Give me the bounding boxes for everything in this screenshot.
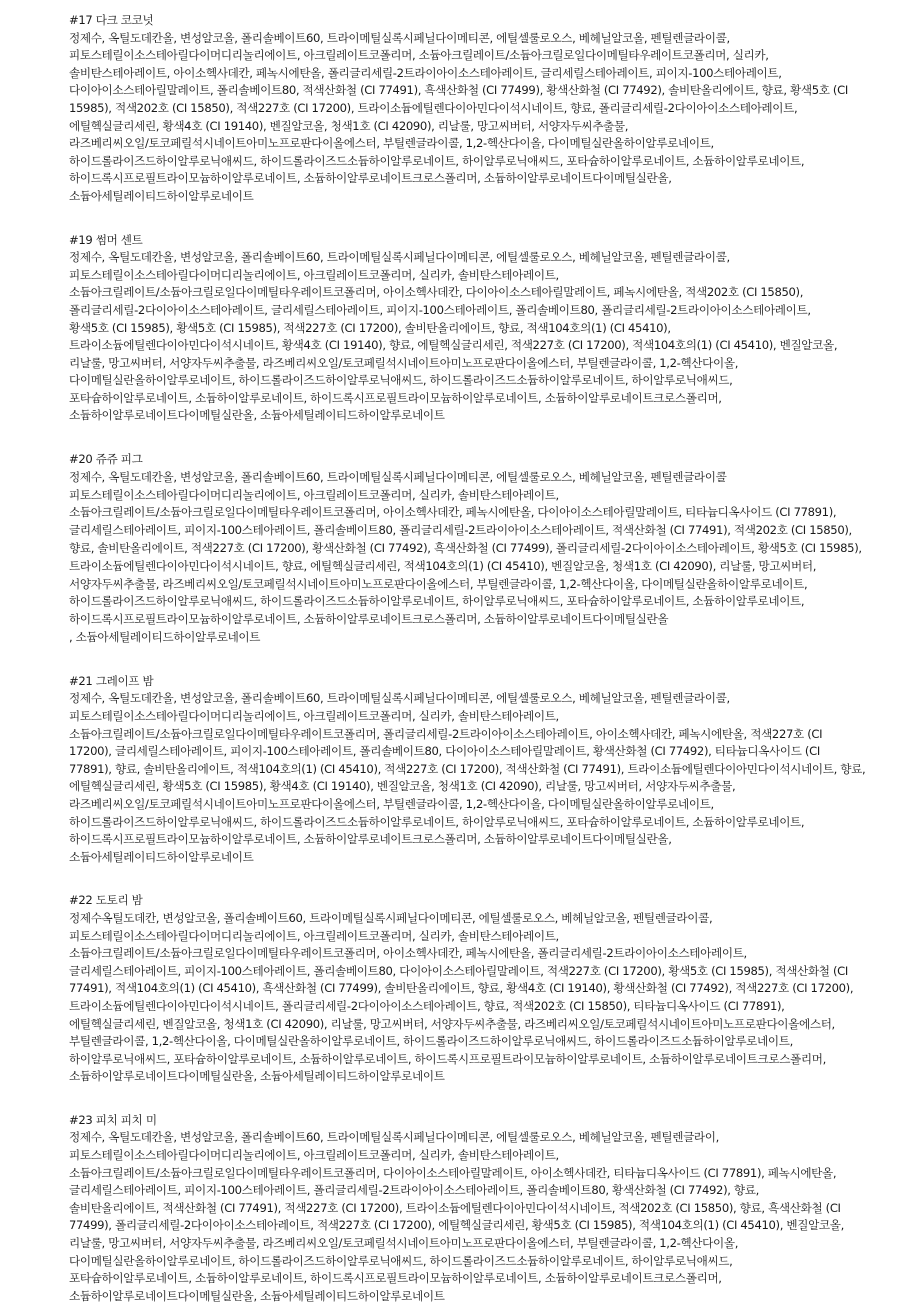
ingredient-line: 소듐아크릴레이트/소듐아크릴로일다이메틸타우레이트코폴리머, 아이소헥사데칸, 페녹시에탄올, 폴리글리세릴-2트라이아이소스테아레이트, bbox=[69, 946, 747, 961]
ingredient-line: 소듐하이알루로네이트다이메틸실란올, 소듐아세틸레이티드하이알루로네이트 bbox=[69, 1288, 445, 1303]
ingredient-line: 정제수옥틸도데칸, 변성알코올, 폴리솔베이트60, 트라이메틸실록시페닐다이메티콘, 에틸셀룰로오스, 베헤닐알코올, 펜틸렌글라이콜, bbox=[69, 910, 713, 925]
shade-title: #20 쥬쥬 피그 bbox=[69, 452, 143, 467]
shade-title: #21 그레이프 밤 bbox=[69, 673, 154, 688]
ingredient-line: 리날룰, 망고씨버터, 서양자두씨추출물, 라즈베리씨오일/토코페릴석시네이트아미노프로판다이올에스터, 부틸렌글라이콜, 1,2-헥산다이올, bbox=[69, 1236, 739, 1251]
ingredient-line: 정제수, 옥틸도데칸올, 변성알코올, 폴리솔베이트60, 트라이메틸실록시페닐다이메티콘, 에틸셀룰로오스, 베헤닐알코올, 펜틸렌글라이콜, bbox=[69, 250, 730, 265]
ingredient-line: 서양자두씨추출물, 라즈베리씨오일/토코페릴석시네이트아미노프로판다이올에스터, 부틸렌글라이콜, 1,2-헥산다이올, 다이메틸실란올하이알루로네이트, bbox=[69, 576, 808, 591]
ingredient-line: 황색5호 (CI 15985), 황색5호 (CI 15985), 적색227호 (CI 17200), 솔비탄올리에이트, 향료, 적색104호의(1) (CI 45410), bbox=[69, 320, 671, 335]
ingredient-line: 피토스테릴이소스테아릴다이머디리놀리에이트, 아크릴레이트코폴리머, 실리카, 솔비탄스테아레이트, bbox=[69, 487, 559, 502]
ingredient-line: 소듐아크릴레이트/소듐아크릴로일다이메틸타우레이트코폴리머, 다이아이소스테아릴말레이트, 아이소헥사데칸, 티타늄디옥사이드 (CI 77891), 페녹시에탄올, bbox=[69, 1165, 837, 1180]
ingredient-line: 솔비탄스테아레이트, 아이소헥사데칸, 페녹시에탄올, 폴리글리세릴-2트라이아이소스테아레이트, 글리세릴스테아레이트, 피이지-100스테아레이트, bbox=[69, 65, 782, 80]
ingredient-line: 하이알루로닉애씨드, 포타슘하이알루로네이트, 소듐하이알루로네이트, 하이드록시프로필트라이모늄하이알루로네이트, 소듐하이알루로네이트크로스폴리머, bbox=[69, 1051, 826, 1066]
shade-section-20 bbox=[69, 451, 895, 647]
shade-section-21 bbox=[69, 673, 895, 867]
ingredient-line: 하이드롤라이즈드하이알루로닉애씨드, 하이드롤라이즈드소듐하이알루로네이트, 하이알루로닉애씨드, 포타슘하이알루로네이트, 소듐하이알루로네이트, bbox=[69, 594, 805, 609]
ingredient-line: 포타슘하이알루로네이트, 소듐하이알루로네이트, 하이드록시프로필트라이모늄하이알루로네이트, 소듐하이알루로네이트크로스폴리머, bbox=[69, 1271, 722, 1286]
ingredient-line: 15985), 적색202호 (CI 15850), 적색227호 (CI 17200), 트라이소듐에틸렌다이아민다이석시네이트, 향료, 폴리글리세릴-2다이아이소스테아레이트, bbox=[69, 100, 798, 115]
ingredient-line: 향료, 솔비탄올리에이트, 적색227호 (CI 17200), 황색산화철 (CI 77492), 흑색산화철 (CI 77499), 폴리글리세릴-2다이아이소스테아레이트, 황색5호 (CI 15985), bbox=[69, 541, 862, 556]
ingredient-line: 에틸헥실글리세린, 황색5호 (CI 15985), 황색4호 (CI 19140), 벤질알코올, 청색1호 (CI 42090), 리날룰, 망고씨버터, 서양자두씨추출물, bbox=[69, 779, 736, 794]
shade-section-17 bbox=[69, 12, 895, 206]
ingredient-line: 17200), 글리세릴스테아레이트, 피이지-100스테아레이트, 폴리솔베이트80, 다이아이소스테아릴말레이트, 황색산화철 (CI 77492), 티타늄디옥사이드 (CI bbox=[69, 744, 820, 759]
ingredient-line: 다이아이소스테아릴말레이트, 폴리솔베이트80, 적색산화철 (CI 77491), 흑색산화철 (CI 77499), 황색산화철 (CI 77492), 솔비탄올리에이트, 향료, 황색5호 (CI bbox=[69, 83, 848, 98]
ingredient-line: 피토스테릴이소스테아릴다이머디리놀리에이트, 아크릴레이트코폴리머, 실리카, 솔비탄스테아레이트, bbox=[69, 1148, 559, 1163]
ingredient-line: 솔비탄올리에이트, 적색산화철 (CI 77491), 적색227호 (CI 17200), 트라이소듐에틸렌다이아민다이석시네이트, 적색202호 (CI 15850), 향료, 흑색산화철 (CI bbox=[69, 1200, 841, 1215]
ingredient-line: 트라이소듐에틸렌다이아민다이석시네이트, 폴리글리세릴-2다이아이소스테아레이트, 향료, 적색202호 (CI 15850), 티타늄디옥사이드 (CI 77891), bbox=[69, 998, 785, 1013]
ingredient-line: 소듐아세틸레이티드하이알루로네이트 bbox=[69, 188, 254, 203]
ingredient-line: 다이메틸실란올하이알루로네이트, 하이드롤라이즈드하이알루로닉애씨드, 하이드롤라이즈드소듐하이알루로네이트, 하이알루로닉애씨드, bbox=[69, 373, 733, 388]
ingredient-line: 라즈베리씨오일/토코페릴석시네이트아미노프로판다이올에스터, 부틸렌글라이콜, 1,2-헥산다이올, 다이메틸실란올하이알루로네이트, bbox=[69, 136, 714, 151]
shade-section-19 bbox=[69, 232, 895, 426]
ingredient-line: 하이드록시프로필트라이모늄하이알루로네이트, 소듐하이알루로네이트크로스폴리머, 소듐하이알루로네이트다이메틸실란올, bbox=[69, 832, 672, 847]
shade-title: #22 도토리 밤 bbox=[69, 893, 143, 908]
ingredient-line: 리날룰, 망고씨버터, 서양자두씨추출물, 라즈베리씨오일/토코페릴석시네이트아미노프로판다이올에스터, 부틸렌글라이콜, 1,2-헥산다이올, bbox=[69, 355, 739, 370]
ingredient-line: 트라이소듐에틸렌다이아민다이석시네이트, 황색4호 (CI 19140), 향료, 에틸헥실글리세린, 적색227호 (CI 17200), 적색104호의(1) (CI 45410), 벤질알코올, bbox=[69, 338, 838, 353]
ingredient-line: 정제수, 옥틸도데칸올, 변성알코올, 폴리솔베이트60, 트라이메틸실록시페닐다이메티콘, 에틸셀룰로오스, 베헤닐알코올, 펜틸렌글라이콜 bbox=[69, 469, 727, 484]
ingredient-line: 소듐아크릴레이트/소듐아크릴로일다이메틸타우레이트코폴리머, 아이소헥사데칸, 페녹시에탄올, 다이아이소스테아릴말레이트, 티타늄디옥사이드 (CI 77891), bbox=[69, 505, 837, 520]
ingredient-line: , 소듐아세틸레이티드하이알루로네이트 bbox=[69, 630, 261, 645]
shade-section-23 bbox=[69, 1112, 895, 1305]
ingredient-line: 글리세릴스테아레이트, 피이지-100스테아레이트, 폴리솔베이트80, 폴리글리세릴-2트라이아이소스테아레이트, 적색산화철 (CI 77491), 적색202호 (CI 15850), bbox=[69, 523, 852, 538]
ingredient-line: 글리세릴스테아레이트, 피이지-100스테아레이트, 폴리솔베이트80, 다이아이소스테아릴말레이트, 적색227호 (CI 17200), 황색5호 (CI 15985), 적색산화철 (CI bbox=[69, 963, 848, 978]
ingredient-line: 77499), 폴리글리세릴-2다이아이소스테아레이트, 적색227호 (CI 17200), 에틸헥실글리세린, 황색5호 (CI 15985), 적색104호의(1) (CI 45410), 벤질알코올, bbox=[69, 1218, 844, 1233]
ingredient-line: 77491), 적색104호의(1) (CI 45410), 흑색산화철 (CI 77499), 솔비탄올리에이트, 향료, 황색4호 (CI 19140), 황색산화철 (CI 77492), 적색227호 (CI 17200), bbox=[69, 981, 854, 996]
ingredient-line: 정제수, 옥틸도데칸올, 변성알코올, 폴리솔베이트60, 트라이메틸실록시페닐다이메티콘, 에틸셀룰로오스, 베헤닐알코올, 펜틸렌글라이콜, bbox=[69, 691, 730, 706]
ingredient-line: 피토스테릴이소스테아릴다이머디리놀리에이트, 아크릴레이트코폴리머, 소듐아크릴레이트/소듐아크릴로일다이메틸타우레이트코폴리머, 실리카, bbox=[69, 48, 769, 63]
ingredient-line: 정제수, 옥틸도데칸올, 변성알코올, 폴리솔베이트60, 트라이메틸실록시페닐다이메티콘, 에틸셀룰로오스, 베헤닐알코올, 펜틸렌글라이콜, bbox=[69, 30, 730, 45]
ingredient-line: 다이메틸실란올하이알루로네이트, 하이드롤라이즈드하이알루로닉애씨드, 하이드롤라이즈드소듐하이알루로네이트, 하이알루로닉애씨드, bbox=[69, 1253, 733, 1268]
ingredient-line: 하이드록시프로필트라이모늄하이알루로네이트, 소듐하이알루로네이트크로스폴리머, 소듐하이알루로네이트다이메틸실란올 bbox=[69, 612, 669, 627]
ingredient-line: 하이드록시프로필트라이모늄하이알루로네이트, 소듐하이알루로네이트크로스폴리머, 소듐하이알루로네이트다이메틸실란올, bbox=[69, 171, 672, 186]
ingredient-line: 소듐하이알루로네이트다이메틸실란올, 소듐아세틸레이티드하이알루로네이트 bbox=[69, 1069, 445, 1084]
ingredient-line: 에틸헥실글리세린, 황색4호 (CI 19140), 벤질알코올, 청색1호 (CI 42090), 리날룰, 망고씨버터, 서양자두씨추출물, bbox=[69, 118, 629, 133]
ingredient-line: 포타슘하이알루로네이트, 소듐하이알루로네이트, 하이드록시프로필트라이모늄하이알루로네이트, 소듐하이알루로네이트크로스폴리머, bbox=[69, 390, 722, 405]
ingredient-line: 글리세릴스테아레이트, 피이지-100스테아레이트, 폴리글리세릴-2트라이아이소스테아레이트, 폴리솔베이트80, 황색산화철 (CI 77492), 향료, bbox=[69, 1183, 759, 1198]
ingredient-line: 라즈베리씨오일/토코페릴석시네이트아미노프로판다이올에스터, 부틸렌글라이콜, 1,2-헥산다이올, 다이메틸실란올하이알루로네이트, bbox=[69, 796, 714, 811]
ingredient-line: 하이드롤라이즈드하이알루로닉애씨드, 하이드롤라이즈드소듐하이알루로네이트, 하이알루로닉애씨드, 포타슘하이알루로네이트, 소듐하이알루로네이트, bbox=[69, 814, 805, 829]
ingredient-line: 정제수, 옥틸도데칸올, 변성알코올, 폴리솔베이트60, 트라이메틸실록시페닐다이메티콘, 에틸셀룰로오스, 베헤닐알코올, 펜틸렌글라이, bbox=[69, 1130, 719, 1145]
ingredient-document bbox=[69, 12, 895, 1305]
ingredient-line: 폴리글리세릴-2다이아이소스테아레이트, 글리세릴스테아레이트, 피이지-100스테아레이트, 폴리솔베이트80, 폴리글리세릴-2트라이아이소스테아레이트, bbox=[69, 302, 811, 317]
shade-section-22 bbox=[69, 892, 895, 1086]
ingredient-line: 에틸헥실글리세린, 벤질알코올, 청색1호 (CI 42090), 리날룰, 망고씨버터, 서양자두씨추출물, 라즈베리씨오일/토코페릴석시네이트아미노프로판다이올에스터, bbox=[69, 1016, 835, 1031]
ingredient-line: 피토스테릴이소스테아릴다이머디리놀리에이트, 아크릴레이트코폴리머, 실리카, 솔비탄스테아레이트, bbox=[69, 709, 559, 724]
ingredient-line: 부틸렌글라이콜, 1,2-헥산다이올, 다이메틸실란올하이알루로네이트, 하이드롤라이즈드하이알루로닉애씨드, 하이드롤라이즈드소듐하이알루로네이트, bbox=[69, 1034, 793, 1049]
shade-title: #23 피치 피치 미 bbox=[69, 1112, 157, 1127]
shade-title: #19 썸머 센트 bbox=[69, 232, 143, 247]
shade-title: #17 다크 코코넛 bbox=[69, 13, 154, 27]
ingredient-line: 소듐아크릴레이트/소듐아크릴로일다이메틸타우레이트코폴리머, 아이소헥사데칸, 다이아이소스테아릴말레이트, 페녹시에탄올, 적색202호 (CI 15850), bbox=[69, 285, 804, 300]
ingredient-line: 소듐하이알루로네이트다이메틸실란올, 소듐아세틸레이티드하이알루로네이트 bbox=[69, 408, 445, 423]
ingredient-line: 소듐아크릴레이트/소듐아크릴로일다이메틸타우레이트코폴리머, 폴리글리세릴-2트라이아이소스테아레이트, 아이소헥사데칸, 페녹시에탄올, 적색227호 (CI bbox=[69, 726, 823, 741]
ingredient-line: 피토스테릴이소스테아릴다이머디리놀리에이트, 아크릴레이트코폴리머, 실리카, 솔비탄스테아레이트, bbox=[69, 267, 559, 282]
ingredient-line: 소듐아세틸레이티드하이알루로네이트 bbox=[69, 849, 254, 864]
ingredient-line: 트라이소듐에틸렌다이아민다이석시네이트, 향료, 에틸헥실글리세린, 적색104호의(1) (CI 45410), 벤질알코올, 청색1호 (CI 42090), 리날룰, 망고씨버터, bbox=[69, 558, 817, 573]
ingredient-line: 77891), 향료, 솔비탄올리에이트, 적색104호의(1) (CI 45410), 적색227호 (CI 17200), 적색산화철 (CI 77491), 트라이소듐에틸렌다이아민다이석시네이트, 향료, bbox=[69, 761, 866, 776]
ingredient-line: 피토스테릴이소스테아릴다이머디리놀리에이트, 아크릴레이트코폴리머, 실리카, 솔비탄스테아레이트, bbox=[69, 928, 559, 943]
ingredient-line: 하이드롤라이즈드하이알루로닉애씨드, 하이드롤라이즈드소듐하이알루로네이트, 하이알루로닉애씨드, 포타슘하이알루로네이트, 소듐하이알루로네이트, bbox=[69, 153, 805, 168]
